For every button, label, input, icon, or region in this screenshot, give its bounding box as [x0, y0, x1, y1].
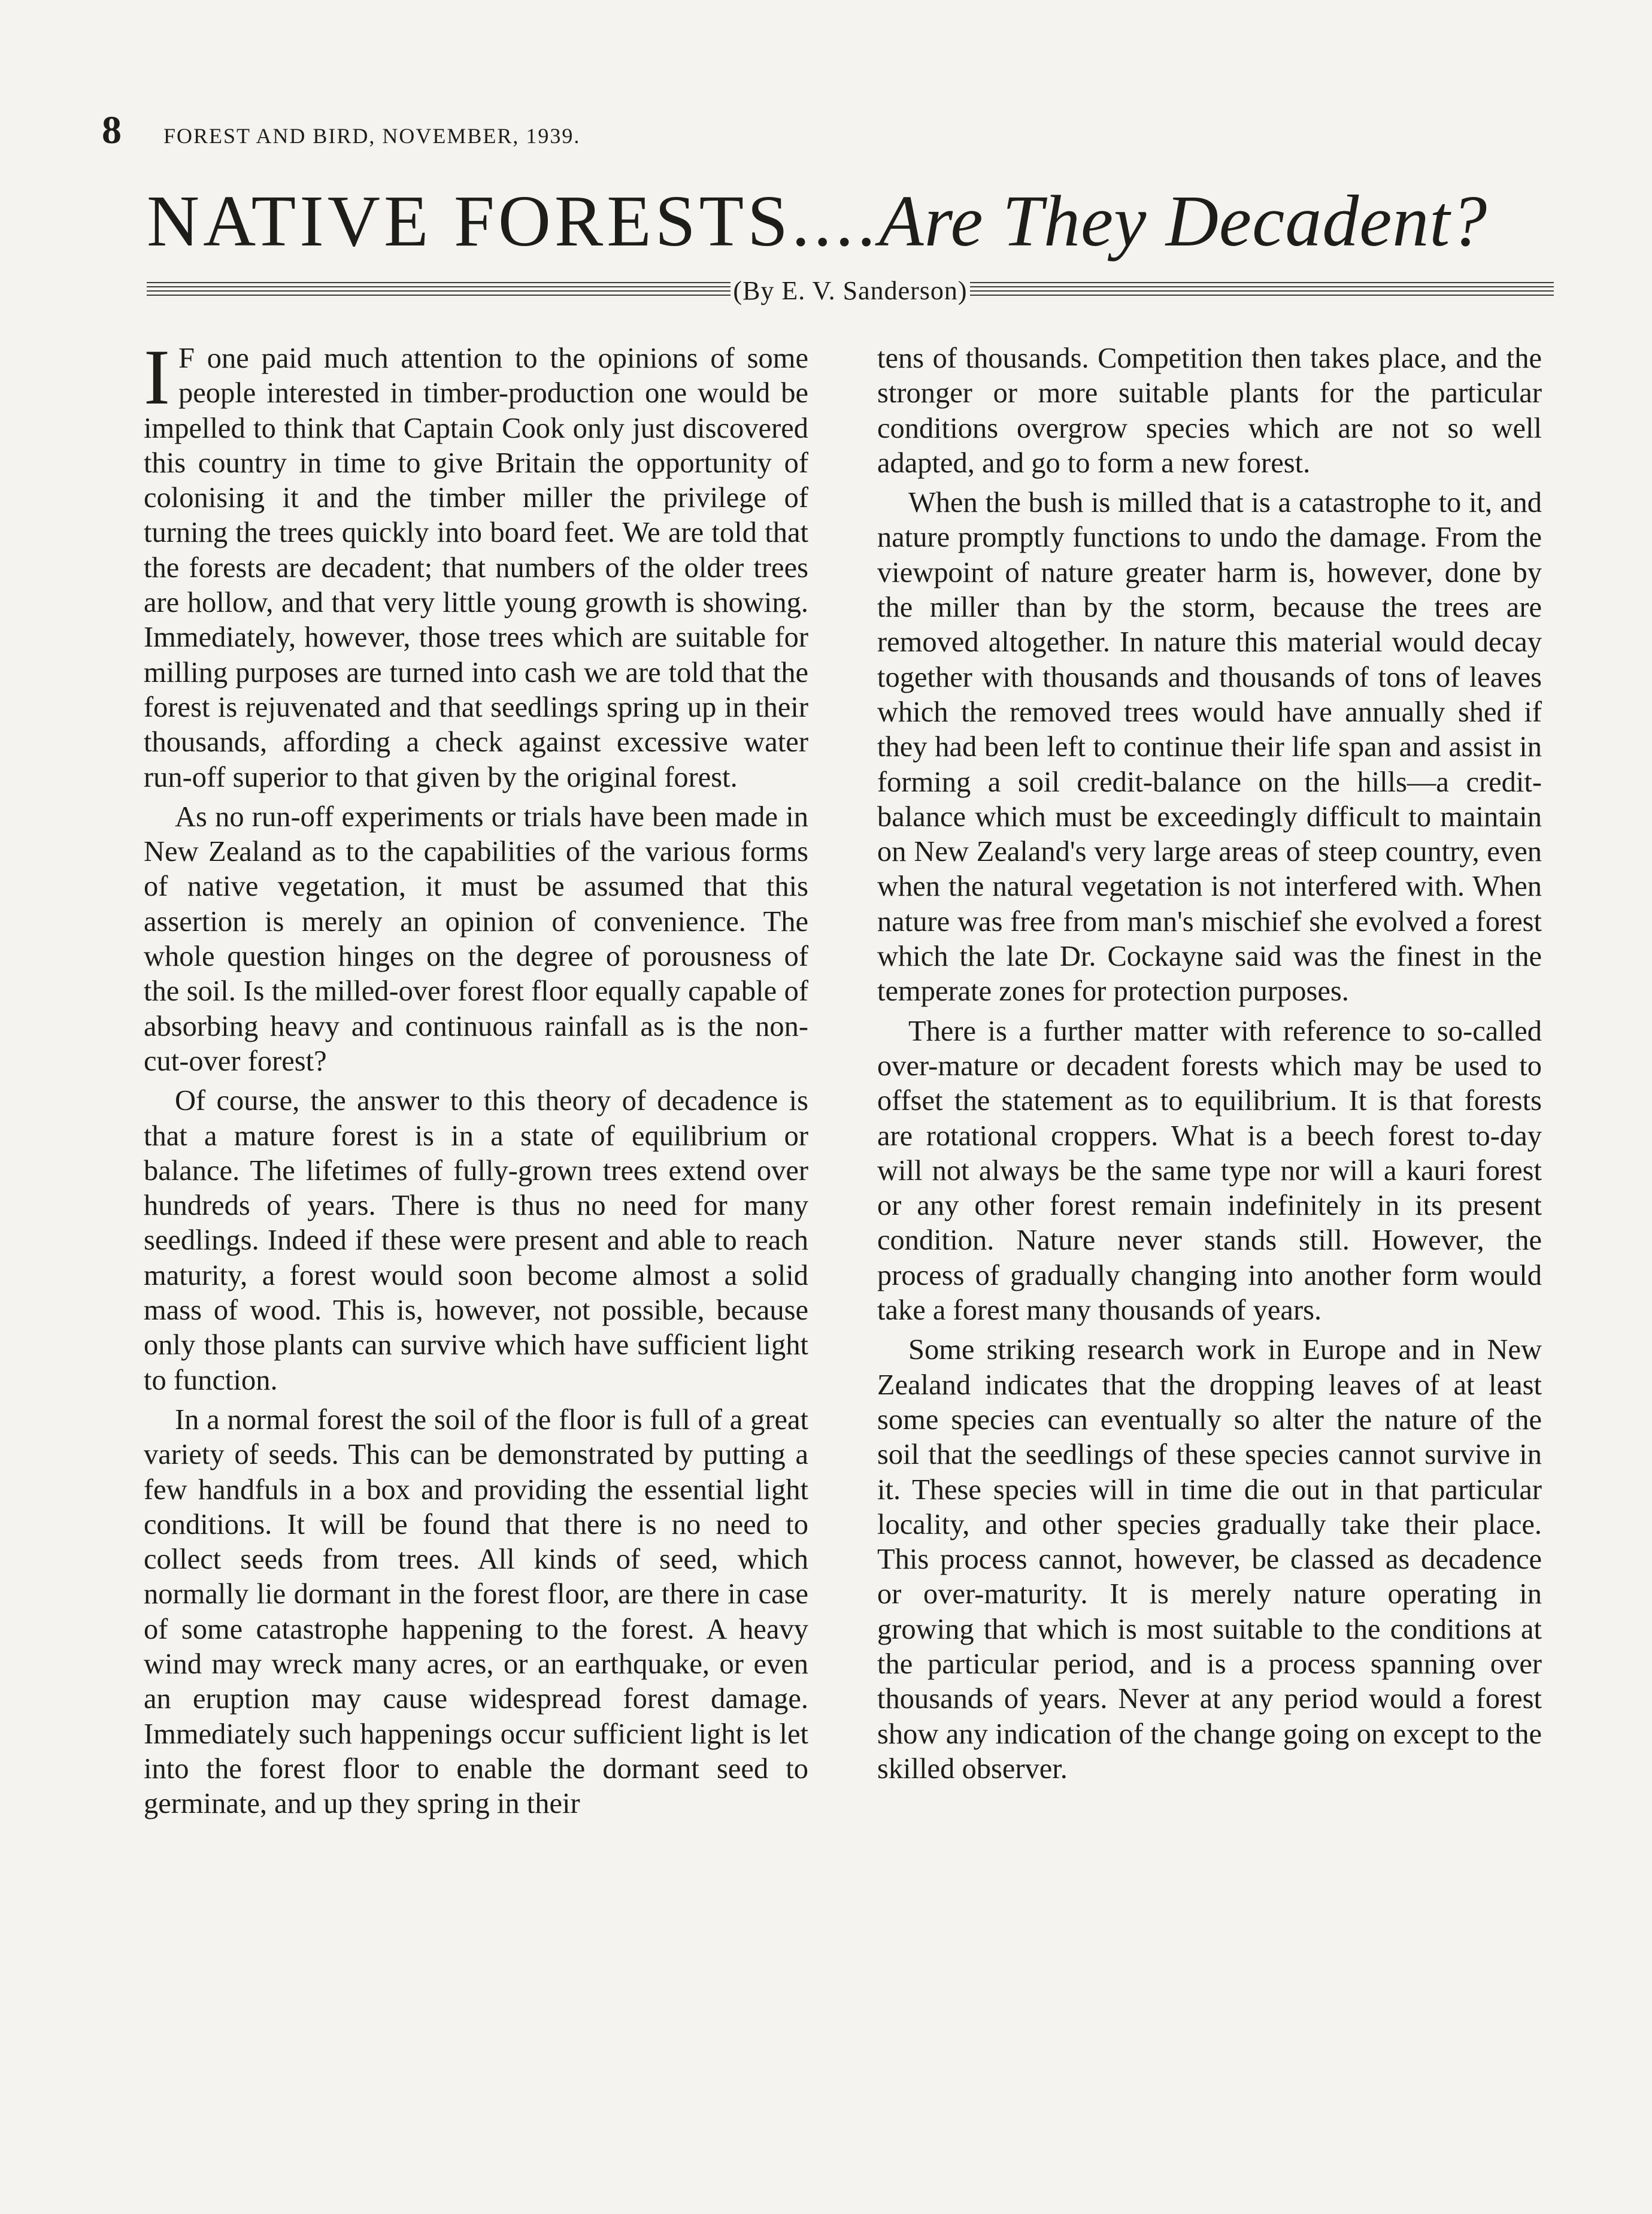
paragraph: Some striking research work in Europe and in New Zealand indicates that the dropping leaves of at least some species can eventually so alter the nature of the soil that the seedlings of these species cannot survive in it. These species will in time die out in that particular locality, and other species gradually take their place. This process cannot, however, be classed as decadence or over-maturity. It is merely nature operating in growing that which is most suitable to the conditions at the particular period, and is a process spanning over thousands of years. Never at any period would a forest show any indication of the change going on except to the skilled observer. [877, 1334, 1542, 1785]
paragraph: When the bush is milled that is a catastrophe to it, and nature promptly functions to undo the damage. From the viewpoint of nature greater harm is, however, done by the miller than by the storm, because the trees are removed altogether. In nature this material would decay together with thousands and thousands of tons of leaves which the removed trees would have annually shed if they had been left to continue their life span and assist in forming a soil credit-balance on the hills—a credit-balance which must be exceedingly difficult to maintain on New Zealand's very large areas of steep country, even when the natural vegetation is not interfered with. When nature was free from man's mischief she evolved a forest which the late Dr. Cockayne said was the finest in the temperate zones for protection purposes. [877, 487, 1542, 1008]
article-title-main: NATIVE FORESTS.... [147, 181, 880, 262]
byline-row [147, 272, 1554, 308]
article-title-italic: Are They Decadent? [879, 181, 1488, 262]
paragraph: As no run-off experiments or trials have been made in New Zealand as to the capabilities of the various forms of native vegetation, it must be assumed that this assertion is merely an opinion of convenience. The whole question hinges on the degree of porousness of the soil. Is the milled-over forest floor equally capable of absorbing heavy and continuous rainfall as is the non-cut-over forest? [144, 800, 808, 1077]
left-column [144, 333, 808, 1821]
byline: (By E. V. Sanderson) [733, 275, 968, 305]
article-title [147, 180, 1560, 263]
paragraph-text: F one paid much attention to the opinions of some people interested in timber-production one would be impelled to think that Captain Cook only just discovered this country in time to give Britain the opportunity of colonising it and the timber miller the privilege of turning the trees quickly into board feet. We are told that the forests are decadent; that numbers of the older trees are hollow, and that very little young growth is showing. Immediately, however, those trees which are suitable for milling purposes are turned into cash we are told that the forest is rejuvenated and that seedlings spring up in their thousands, affording a check against excessive water run-off superior to that given by the original forest. [144, 342, 808, 793]
drop-cap: I [144, 333, 170, 421]
paragraph: In a normal forest the soil of the floor is full of a great variety of seeds. This can be demonstrated by putting a few handfuls in a box and providing the essential light conditions. It will be found that there is no need to collect seeds from trees. All kinds of seed, which normally lie dormant in the forest floor, are there in case of some catastrophe happening to the forest. A heavy wind may wreck many acres, or an earthquake, or even an eruption may cause widespread forest damage. Immediately such happenings occur sufficient light is let into the forest floor to enable the dormant seed to germinate, and up they spring in their [144, 1403, 808, 1820]
byline-rule-right [970, 282, 1554, 299]
paragraph: tens of thousands. Competition then takes place, and the stronger or more suitable plants for the particular conditions overgrow species which are not so well adapted, and go to form a new forest. [877, 342, 1542, 479]
page-header [102, 108, 1539, 162]
running-head: FOREST AND BIRD, NOVEMBER, 1939. [163, 124, 581, 148]
paragraph: There is a further matter with reference to so-called over-mature or decadent forests which may be used to offset the statement as to equilibrium. It is that forests are rotational croppers. What is a beech forest to-day will not always be the same type nor will a kauri forest or any other forest remain indefinitely in its present condition. Nature never stands still. However, the process of gradually changing into another form would take a forest many thousands of years. [877, 1015, 1542, 1327]
byline-rule-left [147, 282, 730, 299]
right-column [877, 341, 1542, 1787]
page-number: 8 [102, 108, 122, 152]
paragraph [144, 333, 808, 795]
paragraph: Of course, the answer to this theory of decadence is that a mature forest is in a state of equilibrium or balance. The lifetimes of fully-grown trees extend over hundreds of years. There is thus no need for many seedlings. Indeed if these were present and able to reach maturity, a forest would soon become almost a solid mass of wood. This is, however, not possible, because only those plants can survive which have sufficient light to function. [144, 1085, 808, 1396]
